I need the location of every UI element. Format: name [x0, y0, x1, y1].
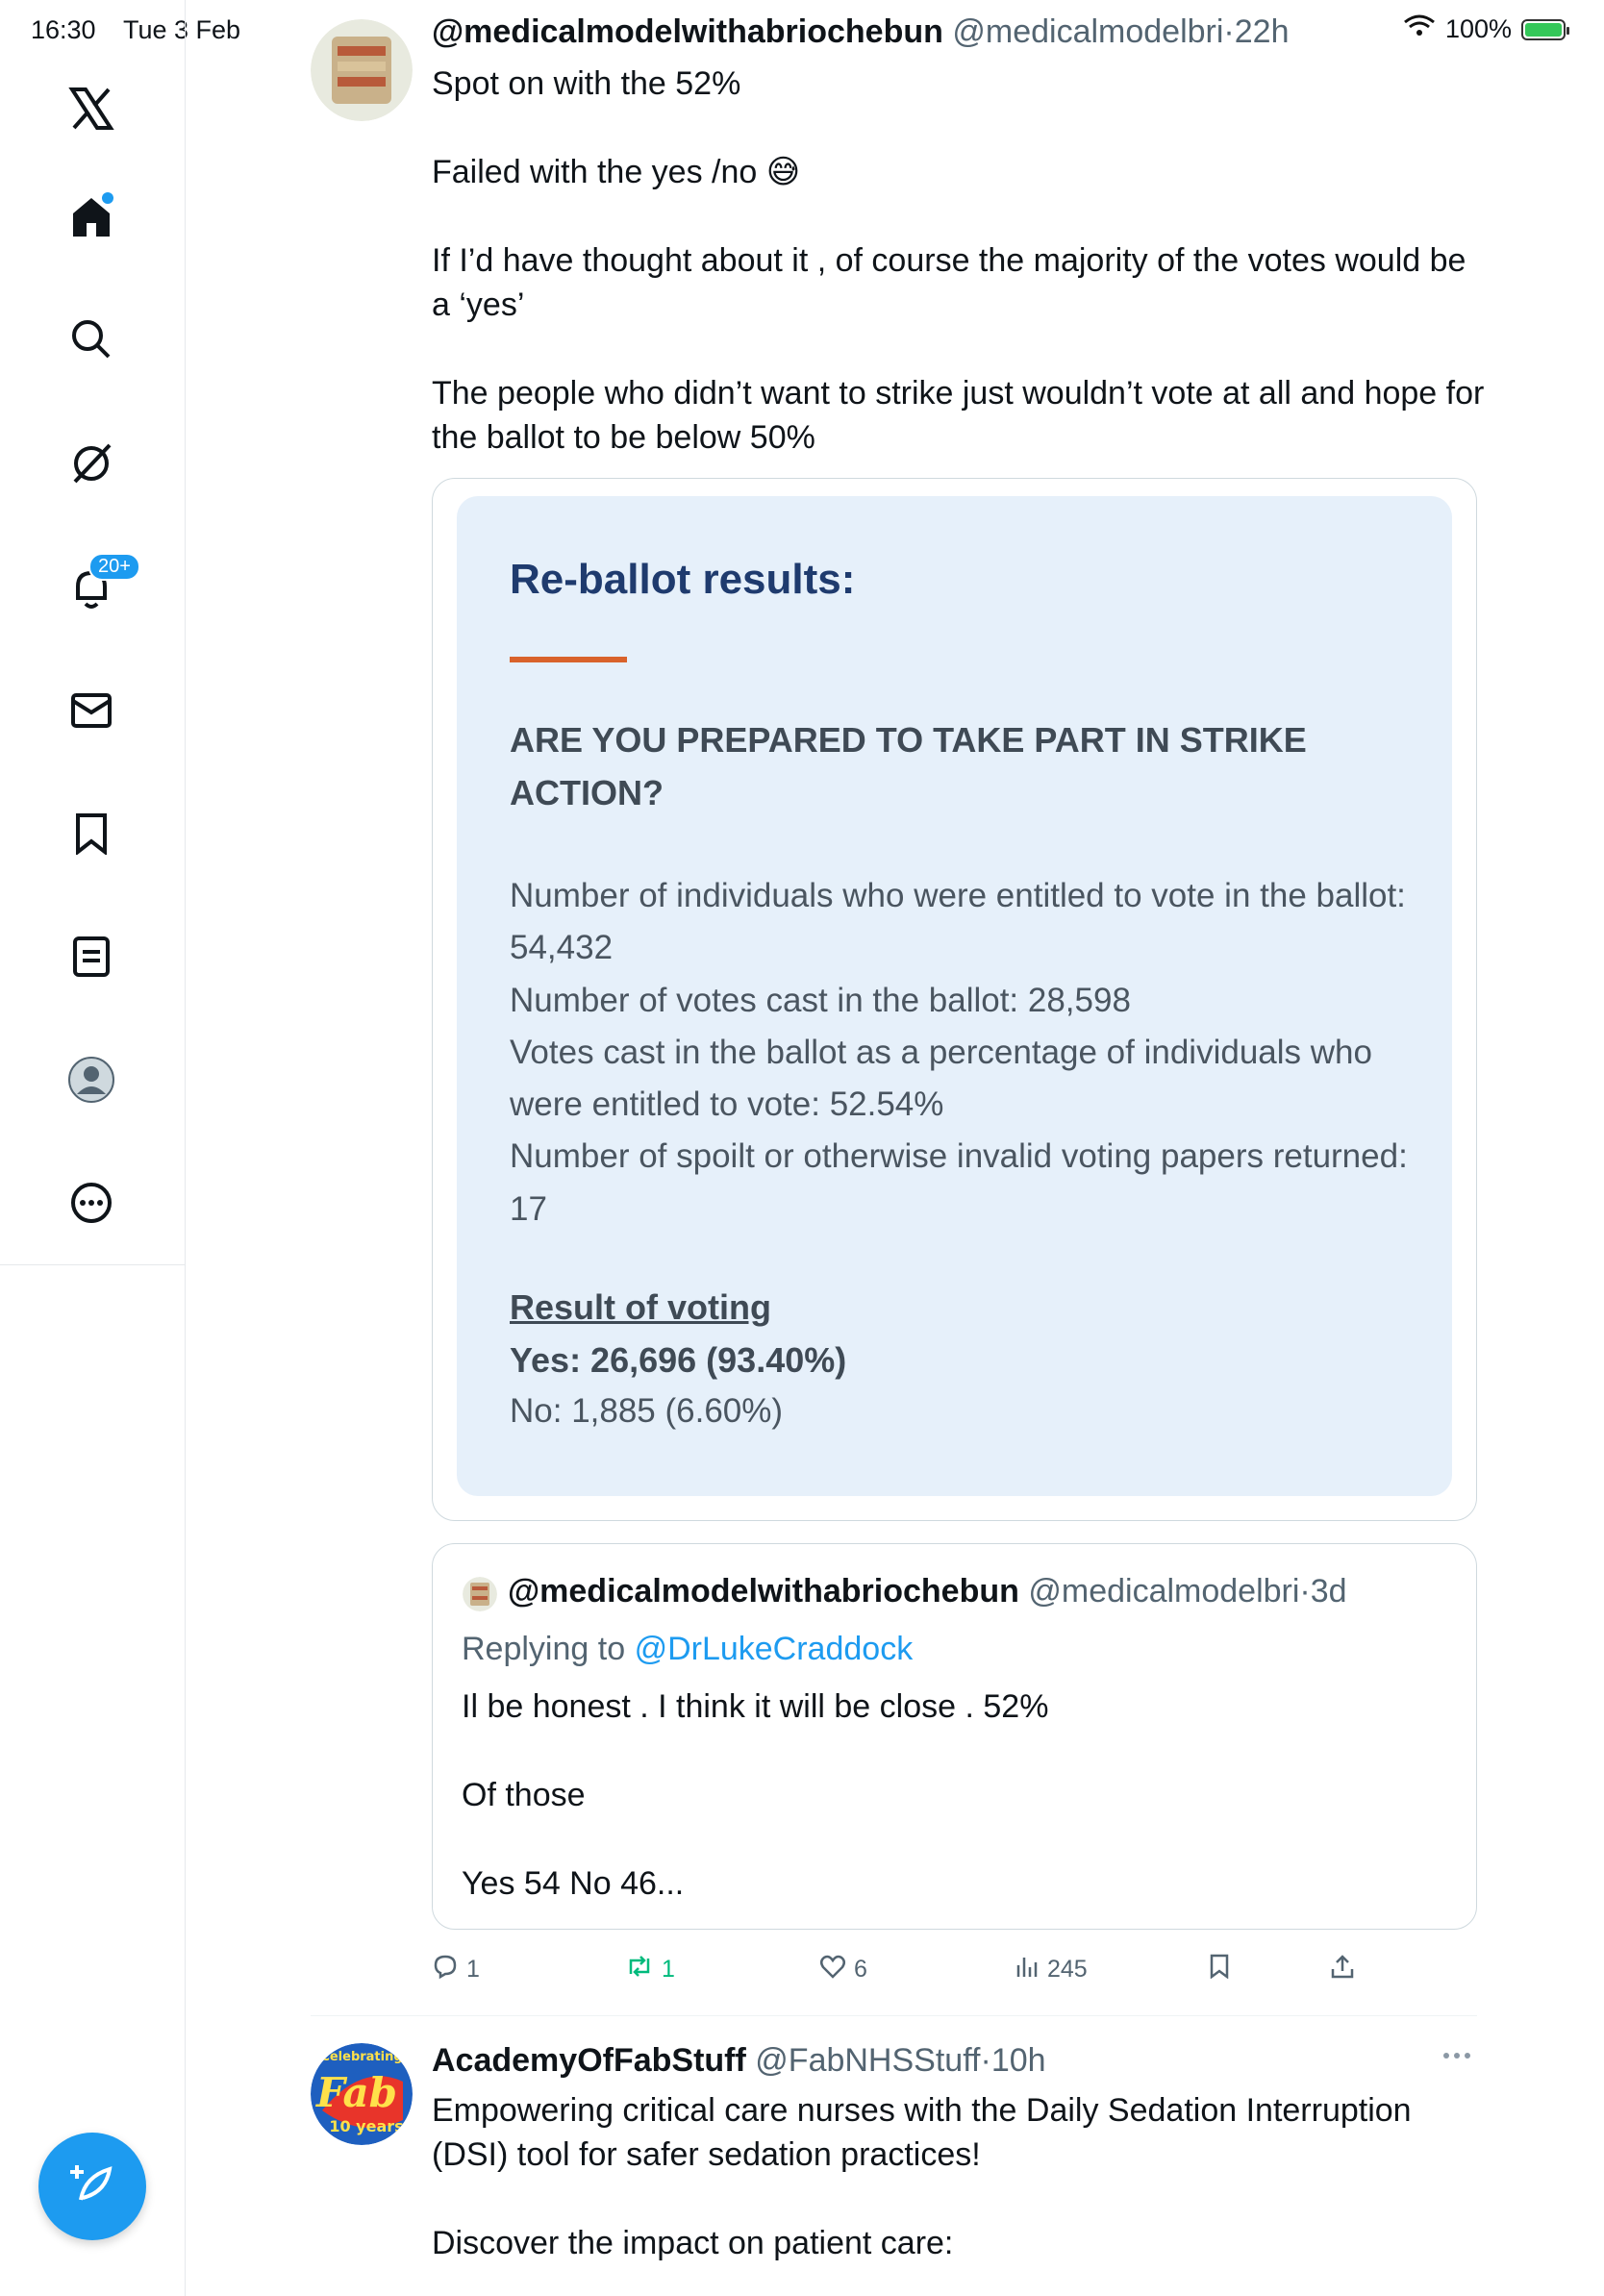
x-logo-icon[interactable] [65, 83, 117, 135]
avatar[interactable] [311, 2043, 413, 2145]
views-icon [1015, 1954, 1040, 1985]
reply-button[interactable] [432, 1950, 480, 1988]
quoted-line: Il be honest . I think it will be close . 52% [462, 1688, 1049, 1725]
stat-line: Number of spoilt or otherwise invalid voting papers returned: 17 [510, 1137, 1408, 1228]
quoted-line: Of those [462, 1777, 586, 1813]
reply-count: 1 [466, 1955, 480, 1983]
more-options-icon[interactable] [1442, 2048, 1471, 2065]
tweet-header: @medicalmodelwithabriochebun @medicalmodelbri·22h [432, 13, 1290, 50]
home-icon[interactable] [65, 190, 117, 242]
quoted-line: Yes 54 No 46... [462, 1865, 685, 1902]
avatar-text: 10 years [329, 2117, 404, 2135]
status-time: 16:30 [31, 15, 96, 44]
compose-button[interactable] [38, 2133, 146, 2240]
share-button[interactable] [1330, 1950, 1355, 1988]
stat-line: Number of individuals who were entitled to vote in the ballot: 54,432 [510, 877, 1406, 967]
tweet-header: AcademyOfFabStuff @FabNHSStuff·10h [432, 2042, 1046, 2079]
sidebar-divider [0, 1264, 185, 1265]
stat-line: Number of votes cast in the ballot: 28,598 [510, 981, 1131, 1019]
tweet-body [432, 62, 1490, 460]
avatar-text: Fab [315, 2069, 398, 2116]
status-date: Tue 3 Feb [123, 15, 241, 44]
share-icon [1330, 1954, 1355, 1985]
battery-icon [1521, 19, 1566, 40]
profile-icon[interactable] [65, 1054, 117, 1106]
card-divider [510, 657, 627, 662]
list-icon[interactable] [65, 931, 117, 983]
author-name[interactable]: @medicalmodelwithabriochebun [432, 13, 943, 50]
like-count: 6 [854, 1955, 867, 1983]
repost-count: 1 [662, 1955, 675, 1983]
tweet-time[interactable]: 10h [990, 2042, 1046, 2079]
author-name[interactable]: AcademyOfFabStuff [432, 2042, 746, 2079]
search-icon[interactable] [65, 313, 117, 365]
home-unread-dot [102, 192, 113, 204]
heart-icon [819, 1954, 846, 1985]
stat-line: Votes cast in the ballot as a percentage of individuals who were entitled to vote: 52.54% [510, 1033, 1372, 1124]
quoted-author-handle: @medicalmodelbri [1028, 1573, 1300, 1610]
bell-icon[interactable] [65, 556, 131, 614]
avatar[interactable] [311, 19, 413, 121]
tweet-line: The people who didn’t want to strike just wouldn’t vote at all and hope for the ballot to be below 50% [432, 375, 1485, 456]
tweet-line: Empowering critical care nurses with the Daily Sedation Interruption (DSI) tool for safer sedation practices! [432, 2092, 1412, 2173]
reply-target-link[interactable]: @DrLukeCraddock [634, 1631, 914, 1667]
quoted-avatar [463, 1577, 497, 1611]
tweet-line: Failed with the yes /no 😅 [432, 154, 801, 190]
card-stats [510, 870, 1423, 1235]
replying-to [462, 1627, 913, 1671]
more-icon[interactable] [65, 1177, 117, 1229]
views-button[interactable] [1015, 1950, 1088, 1988]
quoted-body [462, 1685, 1462, 1906]
repost-icon [625, 1953, 654, 1986]
feather-plus-icon [67, 2159, 117, 2214]
author-handle[interactable]: @FabNHSStuff [755, 2042, 981, 2079]
quoted-author-name: @medicalmodelwithabriochebun [508, 1573, 1019, 1610]
result-no: No: 1,885 (6.60%) [510, 1392, 784, 1430]
card-question: ARE YOU PREPARED TO TAKE PART IN STRIKE ACTION? [510, 720, 1307, 812]
mail-icon[interactable] [65, 685, 117, 736]
tweet-time[interactable]: 22h [1234, 13, 1290, 50]
quoted-header: @medicalmodelwithabriochebun @medicalmodelbri·3d [508, 1573, 1347, 1610]
like-button[interactable] [819, 1950, 867, 1988]
bookmark-button[interactable] [1209, 1950, 1230, 1988]
result-heading: Result of voting [510, 1287, 771, 1327]
replying-prefix: Replying to [462, 1631, 626, 1667]
card-title: Re-ballot results: [510, 556, 856, 603]
battery-percent: 100% [1444, 14, 1512, 43]
avatar-text: Celebrating [320, 2050, 403, 2064]
repost-button[interactable] [625, 1950, 675, 1988]
bookmark-icon[interactable] [65, 808, 117, 860]
status-indicators [1403, 13, 1566, 45]
views-count: 245 [1047, 1955, 1088, 1983]
bookmark-icon [1209, 1954, 1230, 1985]
tweet-line: Spot on with the 52% [432, 65, 741, 102]
quoted-time: 3d [1310, 1573, 1347, 1610]
result-yes: Yes: 26,696 (93.40%) [510, 1340, 847, 1380]
grok-icon[interactable] [65, 437, 117, 489]
wifi-icon [1403, 13, 1436, 45]
reply-icon [432, 1953, 459, 1986]
author-handle[interactable]: @medicalmodelbri [952, 13, 1224, 50]
tweet-body [432, 2088, 1480, 2265]
notification-badge: 20+ [88, 553, 140, 581]
tweet-separator [311, 2015, 1477, 2016]
tweet-line: If I’d have thought about it , of course the majority of the votes would be a ‘yes’ [432, 242, 1466, 323]
tweet-line: Discover the impact on patient care: [432, 2225, 954, 2261]
